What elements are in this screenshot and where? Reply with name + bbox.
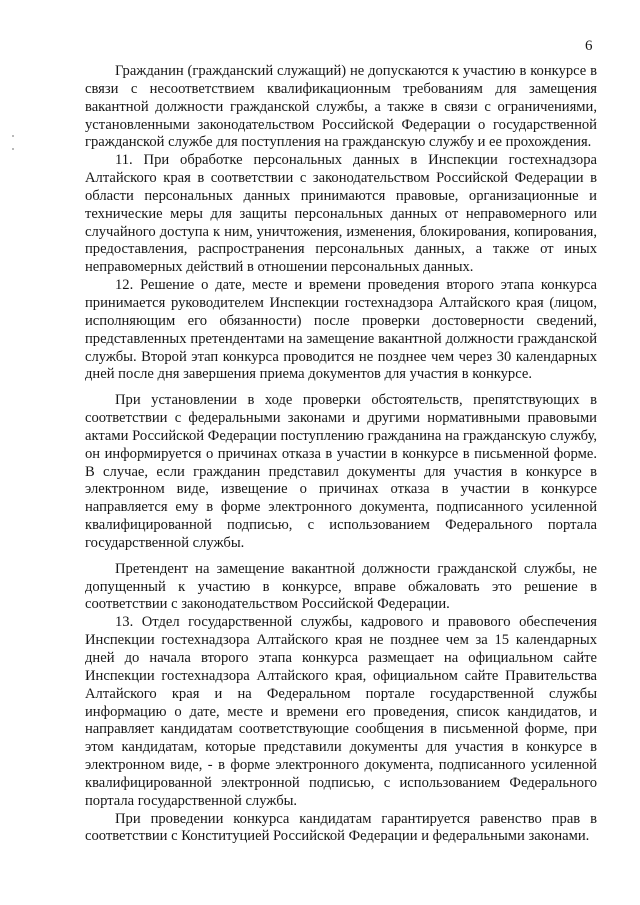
paragraph-11-personal-data: 11. При обработке персональных данных в Инспекции гостехнадзора Алтайского края в соответствии с законодательством Российской Федерации в области персональных данных принимаются правовые, организационные и технические меры для защиты персональных данных от неправомерного или случайного доступа к ним, уничтожения, изменения, блокирования, копирования, предоставления, распространения персональных данных, а также от иных неправомерных действий в отношении персональных данных. (85, 152, 597, 276)
page-number: 6 (585, 38, 593, 54)
paragraph-refusal-notice: При установлении в ходе проверки обстоятельств, препятствующих в соответствии с федеральными законами и другими нормативными правовыми актами Российской Федерации поступлению гражданина на гражданскую службу, он информируется о причинах отказа в участии в конкурсе в письменной форме. В случае, если гражданин представил документы для участия в конкурсе в электронном виде, извещение о причинах отказа в участии в конкурсе направляется ему в форме электронного документа, подписанного усиленной квалифицированной подписью, с использованием Федерального портала государственной службы. (85, 392, 597, 551)
paragraph-12-second-stage: 12. Решение о дате, месте и времени проведения второго этапа конкурса принимается руководителем Инспекции гостехнадзора Алтайского края (лицом, исполняющим его обязанности) после проверки достоверности сведений, представленных претендентами на замещение вакантной должности гражданской службы. Второй этап конкурса проводится не позднее чем через 30 календарных дней после дня завершения приема документов для участия в конкурсе. (85, 277, 597, 383)
paragraph-13-publication: 13. Отдел государственной службы, кадрового и правового обеспечения Инспекции гостехнадзора Алтайского края не позднее чем за 15 календарных дней до начала второго этапа конкурса размещает на официальном сайте Инспекции гостехнадзора Алтайского края, официальном сайте Правительства Алтайского края и на Федеральном портале государственной службы информацию о дате, месте и времени его проведения, список кандидатов, и направляет кандидатам соответствующие сообщения в письменной форме, при этом кандидатам, которые представили документы для участия в конкурсе в электронном виде, - в форме электронного документа, подписанного усиленной квалифицированной электронной подписью, с использованием Федерального портала государственной службы. (85, 614, 597, 809)
scan-margin-dot (12, 148, 14, 150)
paragraph-equal-rights: При проведении конкурса кандидатам гарантируется равенство прав в соответствии с Конституцией Российской Федерации и федеральными законами. (85, 810, 597, 845)
paragraph-admission-restrictions: Гражданин (гражданский служащий) не допускаются к участию в конкурсе в связи с несоответствием квалификационным требованиям для замещения вакантной должности гражданской службы, а также в связи с ограничениями, установленными законодательством Российской Федерации о государственной гражданской службе для поступления на гражданскую службу и ее прохождения. (85, 63, 597, 151)
scan-margin-dot (12, 135, 14, 137)
paragraph-appeal-right: Претендент на замещение вакантной должности гражданской службы, не допущенный к участию в конкурсе, вправе обжаловать это решение в соответствии с законодательством Российской Федерации. (85, 560, 597, 613)
document-body (85, 63, 597, 846)
